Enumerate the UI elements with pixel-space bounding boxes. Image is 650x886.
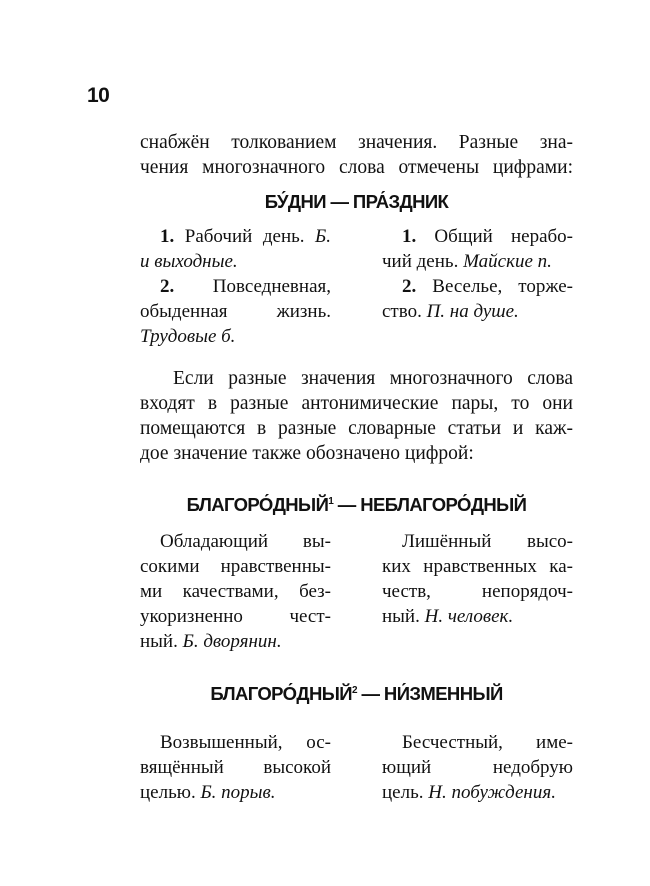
definition-text: Общий нерабо- [416,226,573,247]
antonym: — НИ́ЗМЕННЫЙ [356,683,503,704]
entry-heading: БУ́ДНИ — ПРА́ЗДНИК [264,191,449,212]
sense-number: 1. [402,226,417,247]
intro-line: снабжён толкованием значения. Разные зна- [140,132,573,153]
example-text: Майские п. [463,251,552,272]
page-number: 10 [87,84,110,107]
paragraph-line: дое значение также обозначено цифрой: [140,443,474,464]
definition-text: вящённый высокой [140,757,331,778]
entry-left-column [140,529,331,654]
example-text: Трудовые б. [140,326,236,347]
paragraph-line: входят в разные антонимические пары, то они [140,393,573,414]
definition-text: Бесчестный, име- [402,732,573,753]
example-text: Н. побуждения. [428,782,556,803]
definition-text: Лишённый высо- [402,531,573,552]
definition-text: Веселье, торже- [416,276,573,297]
example-text: Б. дворянин. [182,631,282,652]
definition-text: Повседневная, [174,276,331,297]
sense-number: 2. [160,276,175,297]
sense-number: 2. [402,276,417,297]
definition-text: Обладающий вы- [160,531,331,552]
definition-text: обыденная жизнь. [140,301,331,322]
entry-left-column [140,730,331,805]
definition-text: Возвышенный, ос- [160,732,331,753]
entry-right-column [382,529,573,629]
explanation-paragraph [140,366,573,466]
intro-line: чения многозначного слова отмечены цифрами: [140,157,573,178]
entry-right-column [382,730,573,805]
definition-text: цель. [382,782,429,803]
definition-text: Рабочий день. [174,226,316,247]
paragraph-line: Если разные значения многозначного слова [173,368,573,389]
example-text: П. на душе. [426,301,519,322]
entry-heading [140,494,573,516]
sense-number: 1. [160,226,175,247]
example-text: и выходные. [140,251,238,272]
definition-text: ный. [140,631,183,652]
definition-text: сокими нравственны- [140,556,331,577]
definition-text: укоризненно чест- [140,606,331,627]
example-abbr: Б. [315,226,331,247]
example-text: Н. человек. [424,606,514,627]
entry-left-column [140,224,331,349]
antonym: — НЕБЛАГОРО́ДНЫЙ [333,494,527,515]
entry-right-column [382,224,573,324]
paragraph-line: помещаются в разные словарные статьи и каж- [140,418,573,439]
definition-text: честв, непорядоч- [382,581,573,602]
entry-heading [140,683,573,705]
homonym-index: 2 [351,685,357,696]
definition-text: ющий недобрую [382,757,573,778]
definition-text: ких нравственных ка- [382,556,573,577]
definition-text: целью. [140,782,201,803]
definition-text: ство. [382,301,427,322]
definition-text: чий день. [382,251,464,272]
definition-text: ми качествами, без- [140,581,331,602]
example-text: Б. порыв. [200,782,276,803]
definition-text: ный. [382,606,425,627]
intro-paragraph [140,130,573,180]
headword: БЛАГОРО́ДНЫЙ [186,494,329,515]
homonym-index: 1 [328,496,334,507]
headword: БЛАГОРО́ДНЫЙ [210,683,352,704]
